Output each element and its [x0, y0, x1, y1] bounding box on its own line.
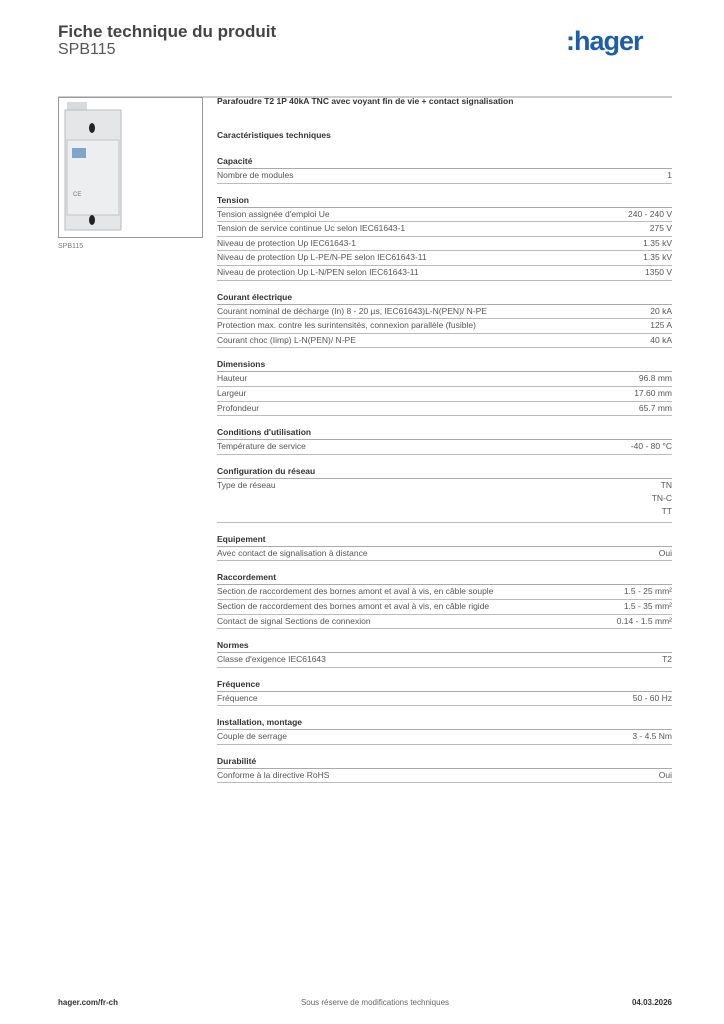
spec-row: [217, 440, 672, 455]
section-heading: Equipement: [217, 532, 672, 547]
spec-value: Oui: [658, 769, 672, 780]
footer-date: 04.03.2026: [631, 998, 672, 1007]
spec-value: 40 kA: [650, 334, 672, 345]
surge-arrester-illustration: [59, 98, 202, 237]
spec-label: Largeur: [217, 387, 247, 398]
image-caption: SPB115: [58, 243, 84, 250]
spec-label: Protection max. contre les surintensités, connexion parallèle (fusible): [217, 320, 476, 331]
section-heading: Capacité: [217, 154, 672, 169]
spec-label: Nombre de modules: [217, 170, 294, 180]
spec-row: [217, 334, 672, 349]
page-title: Fiche technique du produit: [58, 22, 277, 41]
footer-notice: Sous réserve de modifications techniques: [300, 998, 450, 1007]
spec-row: [217, 730, 672, 745]
hager-logo: :hager: [566, 26, 643, 56]
section-heading: Conditions d'utilisation: [217, 425, 672, 440]
spec-section: [217, 425, 672, 455]
spec-label: Conforme à la directive RoHS: [217, 769, 330, 780]
spec-row: [217, 692, 672, 707]
spec-value: TN TN-C TT: [651, 479, 672, 516]
spec-row: [217, 653, 672, 668]
spec-row: [217, 479, 672, 523]
product-title: Parafoudre T2 1P 40kA TNC avec voyant fin de vie + contact signalisation: [217, 96, 514, 106]
spec-section: [217, 638, 672, 668]
spec-label: Niveau de protection Up L-PE/N-PE selon IEC61643-11: [217, 252, 427, 263]
spec-label: Type de réseau: [217, 479, 276, 490]
spec-row: [217, 769, 672, 784]
spec-row: [217, 585, 672, 600]
spec-section: [217, 677, 672, 707]
spec-value: 96.8 mm: [638, 373, 672, 384]
spec-row: [217, 169, 672, 184]
spec-value: Oui: [658, 547, 672, 558]
section-heading: Normes: [217, 638, 672, 653]
spec-label: Couple de serrage: [217, 731, 287, 742]
spec-row: [217, 600, 672, 615]
product-code: SPB115: [58, 41, 116, 58]
spec-row: [217, 208, 672, 223]
spec-row: [217, 372, 672, 387]
spec-row: [217, 251, 672, 266]
characteristics-title: Caractéristiques techniques: [217, 130, 331, 140]
spec-label: Avec contact de signalisation à distance: [217, 547, 368, 558]
spec-value: 1.35 kV: [643, 237, 672, 248]
spec-label: Tension de service continue Uc selon IEC61643-1: [217, 223, 406, 234]
spec-label: Contact de signal Sections de connexion: [217, 615, 371, 626]
spec-value: -40 - 80 °C: [630, 441, 672, 452]
spec-section: [217, 570, 672, 629]
spec-value: 125 A: [650, 320, 672, 331]
spec-value: 1.5 - 35 mm²: [623, 600, 672, 611]
spec-value: 1350 V: [645, 266, 672, 277]
spec-value: 1.35 kV: [643, 252, 672, 263]
spec-label: Niveau de protection Up IEC61643-1: [217, 237, 356, 248]
section-heading: Raccordement: [217, 570, 672, 585]
spec-label: Tension assignée d'emploi Ue: [217, 208, 330, 219]
spec-label: Profondeur: [217, 402, 260, 413]
spec-section: [217, 193, 672, 281]
spec-row: [217, 547, 672, 562]
section-heading: Dimensions: [217, 357, 672, 372]
spec-label: Courant nominal de décharge (In) 8 - 20 µs, IEC61643)L-N(PEN)/ N-PE: [217, 305, 487, 316]
spec-value: 3 - 4.5 Nm: [632, 731, 672, 742]
spec-value: 1.5 - 25 mm²: [623, 586, 672, 597]
spec-label: Fréquence: [217, 692, 258, 703]
spec-value: 20 kA: [650, 305, 672, 316]
footer: [58, 998, 672, 1007]
spec-label: Section de raccordement des bornes amont et aval à vis, en câble rigide: [217, 600, 490, 611]
section-heading: Courant électrique: [217, 290, 672, 305]
spec-value: 240 - 240 V: [628, 208, 672, 219]
spec-value: 1: [667, 170, 672, 180]
spec-value: T2: [662, 654, 672, 665]
section-heading: Installation, montage: [217, 715, 672, 730]
spec-section: [217, 464, 672, 523]
spec-label: Hauteur: [217, 373, 248, 384]
spec-value: 0.14 - 1.5 mm²: [616, 615, 672, 626]
spec-value: 50 - 60 Hz: [632, 692, 672, 703]
spec-row: [217, 305, 672, 320]
spec-row: [217, 319, 672, 334]
spec-section: [217, 532, 672, 562]
spec-row: [217, 266, 672, 281]
svg-text:CE: CE: [73, 192, 82, 198]
spec-label: Courant choc (Iimp) L-N(PEN)/ N-PE: [217, 334, 356, 345]
spec-value: 17.60 mm: [634, 387, 672, 398]
spec-label: Température de service: [217, 441, 306, 452]
spec-section: [217, 290, 672, 349]
spec-section: [217, 357, 672, 416]
spec-sheet: [217, 96, 672, 792]
spec-label: Section de raccordement des bornes amont et aval à vis, en câble souple: [217, 586, 494, 597]
spec-value: 275 V: [649, 223, 672, 234]
spec-section: [217, 154, 672, 184]
section-heading: Fréquence: [217, 677, 672, 692]
section-heading: Durabilité: [217, 754, 672, 769]
product-image: [58, 97, 203, 238]
section-heading: Tension: [217, 193, 672, 208]
spec-row: [217, 387, 672, 402]
spec-section: [217, 715, 672, 745]
spec-row: [217, 222, 672, 237]
spec-label: Niveau de protection Up L-N/PEN selon IEC61643-11: [217, 266, 419, 277]
spec-value: 65.7 mm: [638, 402, 672, 413]
section-heading: Configuration du réseau: [217, 464, 672, 479]
spec-section: [217, 754, 672, 784]
footer-website[interactable]: hager.com/fr-ch: [58, 998, 119, 1007]
spec-row: [217, 237, 672, 252]
spec-row: [217, 402, 672, 417]
spec-row: [217, 615, 672, 630]
spec-label: Classe d'exigence IEC61643: [217, 654, 326, 665]
